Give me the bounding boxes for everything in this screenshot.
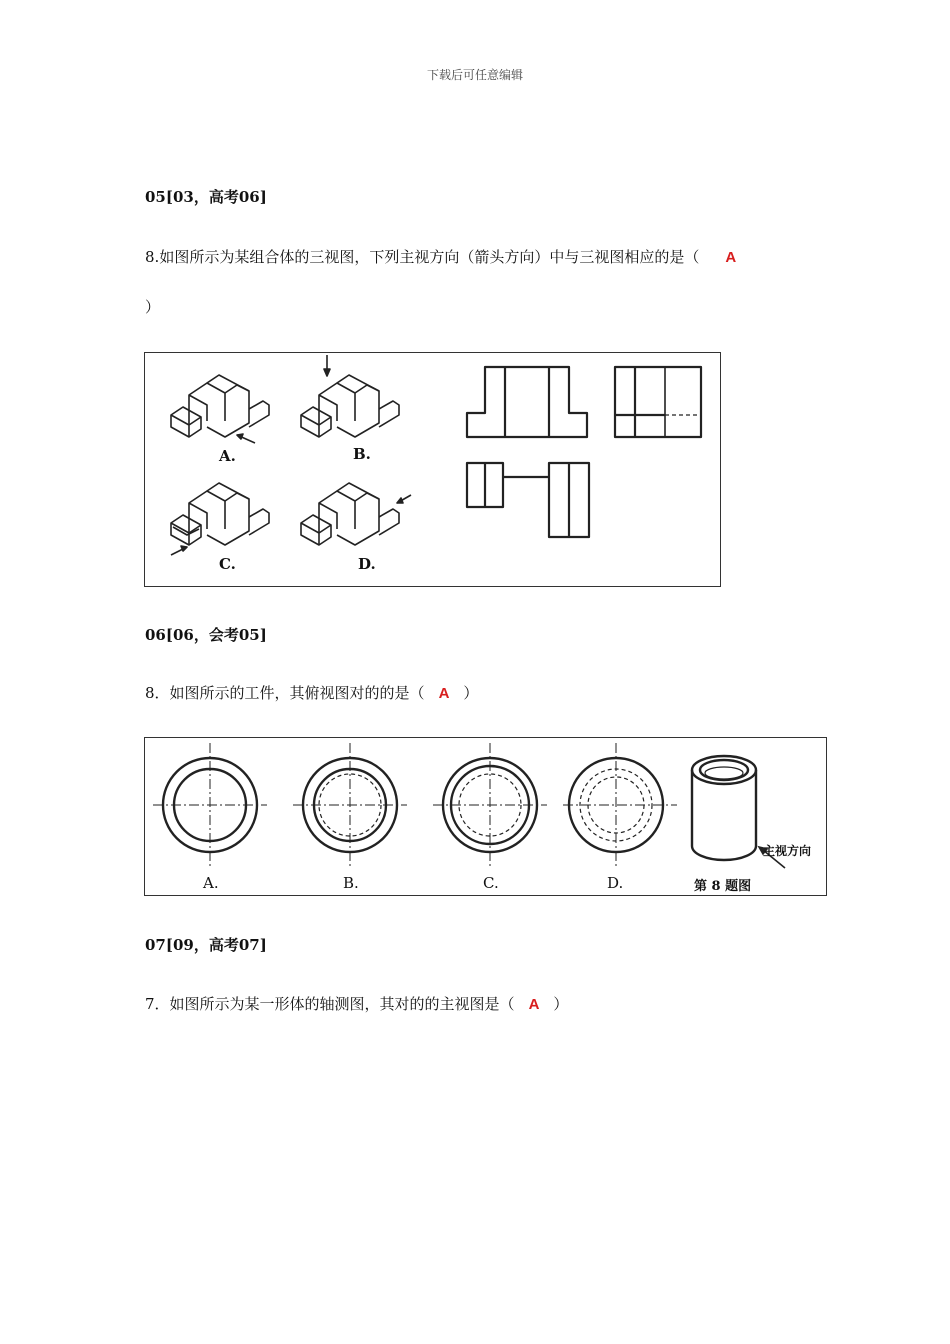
option-label-a: A. (203, 874, 219, 892)
top-view-option-c (433, 743, 547, 868)
isometric-option-c (171, 483, 269, 545)
figure-three-views-drawing (145, 353, 720, 586)
top-view (467, 463, 589, 537)
figure-workpiece (144, 737, 827, 896)
top-view-option-d (563, 743, 677, 868)
figure-caption: 第 8 题图 (694, 879, 752, 894)
question-3 (145, 993, 568, 1014)
question-1 (145, 246, 736, 267)
answer: A (725, 249, 737, 266)
top-view-option-b (293, 743, 407, 868)
question-text: 如图所示的工件，其俯视图对的的是（ (169, 684, 425, 702)
option-label-c: C. (483, 874, 499, 892)
figure-workpiece-drawing (145, 738, 826, 895)
question-number: 8. (145, 248, 160, 266)
section-heading-2: 06[06，会考05] (145, 626, 267, 644)
isometric-option-a (171, 375, 269, 437)
option-label-b: B. (353, 445, 371, 463)
cylinder-isometric (692, 756, 756, 860)
question-number: 8． (145, 684, 170, 702)
top-view-option-a (153, 743, 267, 868)
option-label-d: D. (607, 874, 624, 892)
arrow-c (171, 546, 187, 555)
section-heading-1: 05[03，高考06] (145, 188, 267, 206)
answer: A (438, 685, 450, 702)
isometric-option-b (301, 375, 399, 437)
question-close: ） (463, 684, 479, 702)
isometric-option-d (301, 483, 399, 545)
option-label-b: B. (343, 874, 359, 892)
figure-three-views (144, 352, 721, 587)
option-label-c: C. (219, 555, 236, 573)
arrow-a (237, 434, 255, 443)
side-view (615, 367, 701, 437)
page-header: 下载后可任意编辑 (426, 68, 523, 82)
section-heading-3: 07[09，高考07] (145, 936, 267, 954)
option-label-d: D. (358, 555, 376, 573)
question-text: 如图所示为某一形体的轴测图，其对的的主视图是（ (169, 995, 515, 1013)
question-2 (145, 682, 478, 703)
arrow-b (324, 355, 330, 376)
front-view (467, 367, 587, 437)
answer: A (528, 996, 540, 1013)
question-number: 7． (145, 995, 170, 1013)
arrow-d (397, 495, 411, 503)
question-close: ） (553, 995, 569, 1013)
direction-annotation: 主视方向 (763, 844, 812, 858)
option-label-a: A. (219, 447, 236, 465)
question-1-close: ） (145, 298, 161, 316)
question-text: 如图所示为某组合体的三视图，下列主视方向（箭头方向）中与三视图相应的是（ (159, 248, 700, 266)
